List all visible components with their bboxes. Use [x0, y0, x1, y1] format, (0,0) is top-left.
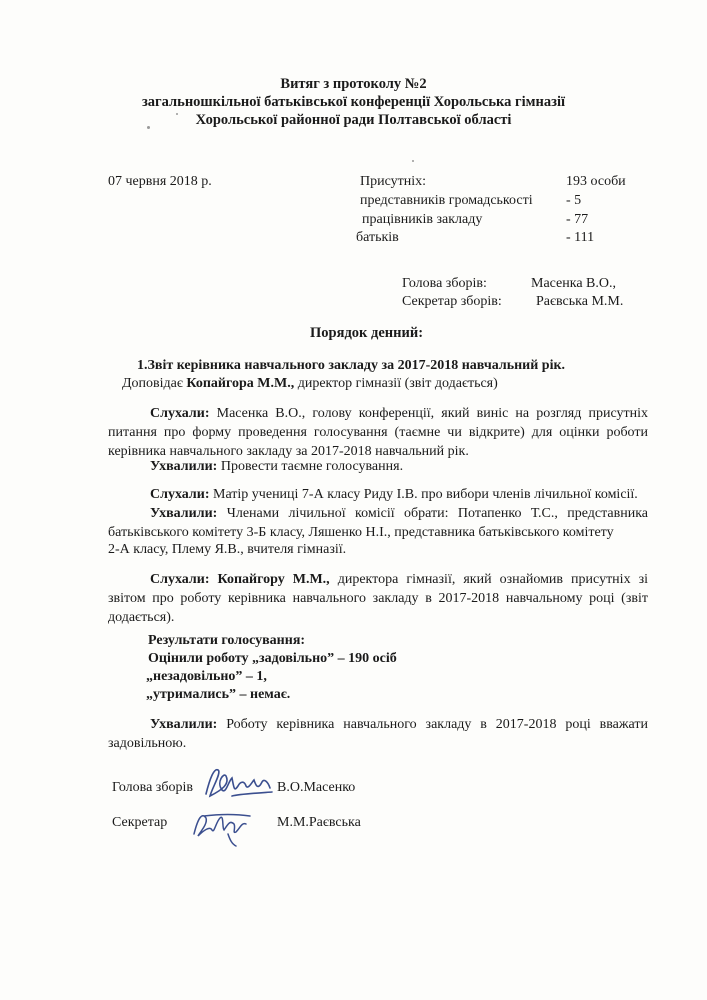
chair-signature — [200, 760, 280, 804]
secretary-label: Секретар зборів: — [402, 294, 502, 309]
resolved-line-end: 2-А класу, Плему Я.В., вчителя гімназії. — [108, 542, 347, 557]
heard-label: Слухали: — [150, 406, 210, 421]
heard-line: Слухали: Матір учениці 7-А класу Риду І.В. про вибори членів лічильної комісії. — [150, 487, 638, 502]
attendee-value: - 5 — [566, 193, 582, 208]
heard-text: Масенка В.О., голову конференції, який виніс на розгляд присутніх питання про форму проведення голосування (таємне чи відкрите) для оцінки роботи керівника навчального закладу за 2017-2018 навчальний рік. — [108, 406, 648, 459]
resolved-line: Ухвалили: Провести таємне голосування. — [150, 459, 404, 474]
signature-secretary-label: Секретар — [112, 815, 168, 830]
voting-line: Оцінили роботу „задовільно” – 190 осіб — [148, 651, 397, 666]
doc-title-line2: загальношкільної батьківської конференції Хорольська гімназії — [141, 94, 566, 110]
voting-line: „незадовільно” – 1, — [146, 669, 267, 684]
voting-heading: Результати голосування: — [148, 633, 306, 648]
attendee-label: батьків — [356, 230, 399, 245]
voting-line: „утримались” – немає. — [146, 687, 291, 702]
agenda-item: 1.Звіт керівника навчального закладу за 2017-2018 навчальний рік. — [137, 358, 566, 373]
agenda-reporter: Доповідає Копайгора М.М., директор гімназії (звіт додається) — [122, 376, 498, 391]
heard-paragraph — [108, 404, 648, 461]
doc-title-line1: Витяг з протоколу №2 — [280, 76, 427, 92]
present-value: 193 особи — [566, 174, 626, 189]
signature-chair-label: Голова зборів — [112, 780, 193, 795]
attendee-label: працівників закладу — [362, 212, 483, 227]
attendee-value: - 111 — [566, 230, 595, 245]
secretary-signature — [190, 804, 260, 848]
chair-label: Голова зборів: — [402, 276, 487, 291]
resolved-paragraph: Ухвалили: Членами лічильної комісії обрати: Потапенко Т.С., представника батьківського комітету 3-Б класу, Ляшенко Н.І., представника батьківського комітету — [108, 506, 648, 540]
chair-value: Масенка В.О., — [531, 276, 617, 291]
meeting-date: 07 червня 2018 р. — [108, 174, 212, 189]
agenda-heading: Порядок денний: — [310, 325, 424, 341]
heard-paragraph: Слухали: Копайгору М.М., директора гімназії, який ознайомив присутніх зі звітом про роботу керівника навчального закладу в 2017-2018 навчальному році (звіт додається). — [108, 572, 649, 625]
attendee-label: представників громадськості — [360, 193, 533, 208]
signature-secretary-name: М.М.Раєвська — [277, 815, 361, 830]
secretary-value: Раєвська М.М. — [536, 294, 624, 309]
attendee-value: - 77 — [566, 212, 589, 227]
present-label: Присутніх: — [360, 174, 427, 189]
signature-chair-name: В.О.Масенко — [277, 780, 356, 795]
final-paragraph: Ухвалили: Роботу керівника навчального закладу в 2017-2018 році вважати задовільною. — [108, 717, 648, 751]
scan-speck — [412, 160, 414, 162]
doc-title-line3: Хорольської районної ради Полтавської області — [195, 112, 512, 128]
